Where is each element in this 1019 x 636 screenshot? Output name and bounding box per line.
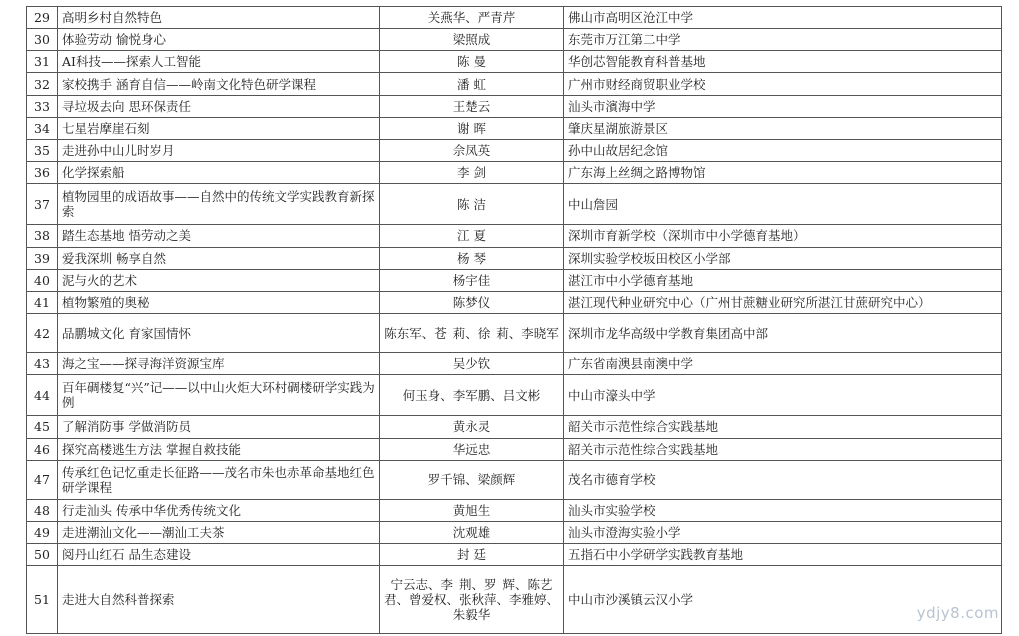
table-row xyxy=(27,51,1002,73)
table-row xyxy=(27,247,1002,269)
instructor-names: 陈梦仪 xyxy=(380,291,564,313)
table-row xyxy=(27,314,1002,353)
table-row xyxy=(27,7,1002,29)
row-number: 50 xyxy=(27,544,58,566)
watermark-text: ydjy8.com xyxy=(916,604,999,622)
instructor-names: 潘 虹 xyxy=(380,73,564,95)
instructor-names: 沈观雄 xyxy=(380,521,564,543)
organization-name: 深圳实验学校坂田校区小学部 xyxy=(564,247,1002,269)
row-number: 47 xyxy=(27,460,58,499)
project-title: 走进大自然科普探索 xyxy=(58,566,380,634)
project-title: 阅丹山红石 品生态建设 xyxy=(58,544,380,566)
instructor-names: 吴少钦 xyxy=(380,353,564,375)
table-row xyxy=(27,353,1002,375)
project-title: 爱我深圳 畅享自然 xyxy=(58,247,380,269)
organization-name: 汕头市实验学校 xyxy=(564,499,1002,521)
project-title: 植物园里的成语故事——自然中的传统文学实践教育新探索 xyxy=(58,184,380,225)
instructor-names: 王楚云 xyxy=(380,95,564,117)
table-row xyxy=(27,225,1002,247)
row-number: 31 xyxy=(27,51,58,73)
project-title: 泥与火的艺术 xyxy=(58,269,380,291)
project-title: 化学探索船 xyxy=(58,162,380,184)
row-number: 45 xyxy=(27,416,58,438)
table-row xyxy=(27,184,1002,225)
row-number: 40 xyxy=(27,269,58,291)
instructor-names: 华远忠 xyxy=(380,438,564,460)
row-number: 29 xyxy=(27,7,58,29)
instructor-names: 何玉身、李军鹏、吕文彬 xyxy=(380,375,564,416)
instructor-names: 杨 琴 xyxy=(380,247,564,269)
table-row xyxy=(27,375,1002,416)
organization-name: 汕头市濱海中学 xyxy=(564,95,1002,117)
table-row xyxy=(27,438,1002,460)
row-number: 44 xyxy=(27,375,58,416)
project-title: 体验劳动 愉悦身心 xyxy=(58,29,380,51)
organization-name: 湛江市中小学德育基地 xyxy=(564,269,1002,291)
table-row xyxy=(27,162,1002,184)
instructor-names: 罗千锦、梁颜辉 xyxy=(380,460,564,499)
instructor-names: 李 剑 xyxy=(380,162,564,184)
organization-name: 中山市沙溪镇云汉小学 xyxy=(564,566,1002,634)
instructor-names: 陈东军、苍 莉、徐 莉、李晓军 xyxy=(380,314,564,353)
organization-name: 中山市濠头中学 xyxy=(564,375,1002,416)
project-title: 七星岩摩崖石刻 xyxy=(58,117,380,139)
award-list-table xyxy=(26,6,1002,634)
table-row xyxy=(27,29,1002,51)
organization-name: 广州市财经商贸职业学校 xyxy=(564,73,1002,95)
table-row xyxy=(27,139,1002,161)
project-title: 寻垃圾去向 思环保责任 xyxy=(58,95,380,117)
organization-name: 广东省南澳县南澳中学 xyxy=(564,353,1002,375)
table-row xyxy=(27,291,1002,313)
row-number: 42 xyxy=(27,314,58,353)
organization-name: 孙中山故居纪念馆 xyxy=(564,139,1002,161)
instructor-names: 陈 曼 xyxy=(380,51,564,73)
row-number: 38 xyxy=(27,225,58,247)
row-number: 51 xyxy=(27,566,58,634)
project-title: 品鹏城文化 育家国情怀 xyxy=(58,314,380,353)
organization-name: 五指石中小学研学实践教育基地 xyxy=(564,544,1002,566)
row-number: 33 xyxy=(27,95,58,117)
table-row xyxy=(27,521,1002,543)
table-row xyxy=(27,544,1002,566)
organization-name: 华创芯智能教育科普基地 xyxy=(564,51,1002,73)
table-row xyxy=(27,95,1002,117)
organization-name: 佛山市高明区沧江中学 xyxy=(564,7,1002,29)
row-number: 41 xyxy=(27,291,58,313)
row-number: 36 xyxy=(27,162,58,184)
row-number: 37 xyxy=(27,184,58,225)
table-row xyxy=(27,269,1002,291)
organization-name: 茂名市德育学校 xyxy=(564,460,1002,499)
row-number: 49 xyxy=(27,521,58,543)
row-number: 32 xyxy=(27,73,58,95)
instructor-names: 杨宇佳 xyxy=(380,269,564,291)
instructor-names: 黄永灵 xyxy=(380,416,564,438)
instructor-names: 黄旭生 xyxy=(380,499,564,521)
project-title: 百年碉楼复“兴”记——以中山火炬大环村碉楼研学实践为例 xyxy=(58,375,380,416)
instructor-names: 宁云志、李 荆、罗 辉、陈艺君、曾爱权、张秋萍、李雅婷、朱毅华 xyxy=(380,566,564,634)
table-row xyxy=(27,416,1002,438)
organization-name: 肇庆星湖旅游景区 xyxy=(564,117,1002,139)
project-title: 高明乡村自然特色 xyxy=(58,7,380,29)
instructor-names: 封 廷 xyxy=(380,544,564,566)
organization-name: 韶关市示范性综合实践基地 xyxy=(564,438,1002,460)
project-title: 传承红色记忆重走长征路——茂名市朱也赤革命基地红色研学课程 xyxy=(58,460,380,499)
instructor-names: 陈 洁 xyxy=(380,184,564,225)
instructor-names: 佘凤英 xyxy=(380,139,564,161)
organization-name: 中山詹园 xyxy=(564,184,1002,225)
organization-name: 深圳市育新学校（深圳市中小学德育基地） xyxy=(564,225,1002,247)
row-number: 39 xyxy=(27,247,58,269)
row-number: 48 xyxy=(27,499,58,521)
instructor-names: 关燕华、严青芹 xyxy=(380,7,564,29)
project-title: 走进潮汕文化——潮汕工夫茶 xyxy=(58,521,380,543)
table-row xyxy=(27,460,1002,499)
project-title: AI科技——探索人工智能 xyxy=(58,51,380,73)
organization-name: 东莞市万江第二中学 xyxy=(564,29,1002,51)
organization-name: 深圳市龙华高级中学教育集团高中部 xyxy=(564,314,1002,353)
project-title: 探究高楼逃生方法 掌握自救技能 xyxy=(58,438,380,460)
project-title: 家校携手 涵育自信——岭南文化特色研学课程 xyxy=(58,73,380,95)
project-title: 了解消防事 学做消防员 xyxy=(58,416,380,438)
project-title: 植物繁殖的奥秘 xyxy=(58,291,380,313)
organization-name: 汕头市澄海实验小学 xyxy=(564,521,1002,543)
table-row xyxy=(27,117,1002,139)
award-table-sheet xyxy=(26,6,1001,634)
award-list-body xyxy=(27,7,1002,634)
instructor-names: 谢 晖 xyxy=(380,117,564,139)
project-title: 行走汕头 传承中华优秀传统文化 xyxy=(58,499,380,521)
table-row xyxy=(27,566,1002,634)
instructor-names: 江 夏 xyxy=(380,225,564,247)
row-number: 46 xyxy=(27,438,58,460)
row-number: 43 xyxy=(27,353,58,375)
row-number: 35 xyxy=(27,139,58,161)
instructor-names: 梁照成 xyxy=(380,29,564,51)
project-title: 海之宝——探寻海洋资源宝库 xyxy=(58,353,380,375)
organization-name: 韶关市示范性综合实践基地 xyxy=(564,416,1002,438)
row-number: 34 xyxy=(27,117,58,139)
project-title: 踏生态基地 悟劳动之美 xyxy=(58,225,380,247)
row-number: 30 xyxy=(27,29,58,51)
organization-name: 湛江现代种业研究中心（广州甘蔗糖业研究所湛江甘蔗研究中心） xyxy=(564,291,1002,313)
project-title: 走进孙中山儿时岁月 xyxy=(58,139,380,161)
table-row xyxy=(27,499,1002,521)
table-row xyxy=(27,73,1002,95)
organization-name: 广东海上丝绸之路博物馆 xyxy=(564,162,1002,184)
